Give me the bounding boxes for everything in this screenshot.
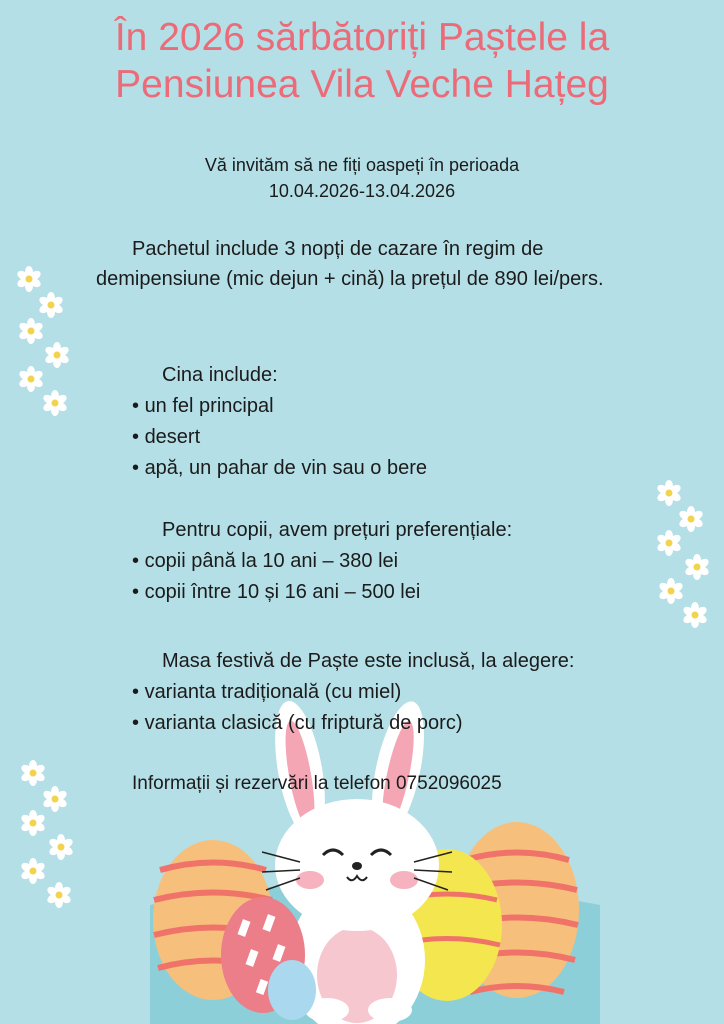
- meal-list: [132, 677, 574, 739]
- flower-icon: [18, 366, 44, 392]
- invitation-dates: 10.04.2026-13.04.2026: [268, 181, 456, 201]
- kids-heading: Pentru copii, avem prețuri preferențiale:: [162, 519, 513, 541]
- meal-heading: Masa festivă de Paște este inclusă, la alegere:: [162, 650, 575, 672]
- title-line-2: Pensiunea Vila Veche Hațeg: [115, 63, 609, 106]
- flower-icon: [656, 530, 682, 556]
- flower-icon: [656, 480, 682, 506]
- flower-icon: [16, 266, 42, 292]
- list-item: • copii până la 10 ani – 380 lei: [132, 546, 512, 577]
- package-description: Pachetul include 3 nopți de cazare în regim de demipensiune (mic dejun + cină) la prețul de 890 lei/pers.: [96, 238, 604, 290]
- dinner-section: [132, 360, 427, 484]
- flower-icon: [682, 602, 708, 628]
- list-item: • un fel principal: [132, 391, 427, 422]
- flower-icon: [20, 760, 46, 786]
- list-item: • varianta clasică (cu friptură de porc): [132, 708, 574, 739]
- flower-icon: [20, 810, 46, 836]
- contact-info: Informații și rezervări la telefon 0752096025: [132, 773, 502, 794]
- flower-icon: [44, 342, 70, 368]
- meal-section: [132, 646, 574, 739]
- invitation-text: [0, 152, 724, 204]
- kids-section: [132, 515, 512, 608]
- flower-icon: [658, 578, 684, 604]
- flower-icon: [42, 786, 68, 812]
- flower-icon: [20, 858, 46, 884]
- invitation-line-1: Vă invităm să ne fiți oaspeți în perioada: [204, 155, 520, 175]
- kids-list: [132, 546, 512, 608]
- flower-icon: [48, 834, 74, 860]
- list-item: • copii între 10 și 16 ani – 500 lei: [132, 577, 512, 608]
- list-item: • desert: [132, 422, 427, 453]
- flower-icon: [46, 882, 72, 908]
- dinner-heading: Cina include:: [162, 364, 278, 386]
- flower-icon: [42, 390, 68, 416]
- flower-icon: [18, 318, 44, 344]
- flower-icon: [678, 506, 704, 532]
- list-item: • varianta tradițională (cu miel): [132, 677, 574, 708]
- flower-icon: [684, 554, 710, 580]
- title-line-1: În 2026 sărbătoriți Paștele la: [114, 16, 610, 59]
- easter-egg-icon: [268, 960, 316, 1020]
- flower-icon: [38, 292, 64, 318]
- page-title: [0, 14, 724, 108]
- list-item: • apă, un pahar de vin sau o bere: [132, 453, 427, 484]
- dinner-list: [132, 391, 427, 484]
